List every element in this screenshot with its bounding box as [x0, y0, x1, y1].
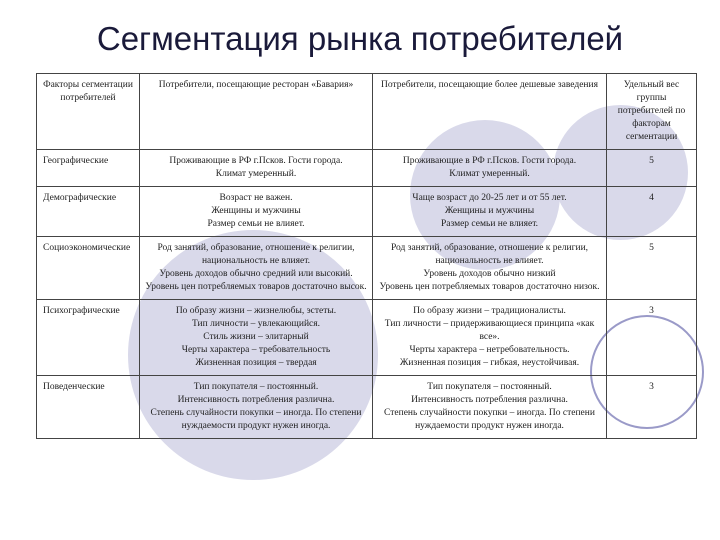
cell-line: Тип покупателя – постоянный.: [193, 382, 319, 392]
factor-cell: Социоэкономические: [37, 237, 140, 300]
cell-line: Стиль жизни – элитарный: [203, 332, 309, 342]
cell-line: Женщины и мужчины: [211, 206, 301, 216]
bavaria-cell: [140, 187, 373, 237]
cell-line: Род занятий, образование, отношение к религии, национальность не влияет.: [157, 243, 355, 266]
bavaria-cell: [140, 376, 373, 439]
table-row: [37, 376, 697, 439]
cell-line: Возраст не важен.: [219, 193, 293, 203]
cell-line: Проживающие в РФ г.Псков. Гости города.: [402, 156, 577, 166]
table-row: [37, 237, 697, 300]
table-row: [37, 300, 697, 376]
cell-line: Уровень доходов обычно низкий: [423, 269, 556, 279]
bavaria-cell: [140, 150, 373, 187]
cell-line: Проживающие в РФ г.Псков. Гости города.: [169, 156, 343, 166]
cell-line: По образу жизни – традиционалисты.: [413, 306, 566, 316]
cell-line: По образу жизни – жизнелюбы, эстеты.: [175, 306, 337, 316]
cell-line: Степень случайности покупки – иногда. По степени нуждаемости продукт нужен иногда.: [150, 408, 362, 431]
header-bavaria: Потребители, посещающие ресторан «Бавария»: [140, 74, 373, 150]
cell-line: Уровень цен потребляемых товаров достаточно высок.: [145, 282, 367, 292]
segmentation-table: [36, 73, 697, 439]
cheaper-cell: [373, 376, 607, 439]
weight-cell: 5: [607, 237, 697, 300]
weight-cell: 4: [607, 187, 697, 237]
cell-line: Степень случайности покупки – иногда. По степени нуждаемости продукт нужен иногда.: [384, 408, 595, 431]
page-title: Сегментация рынка потребителей: [96, 20, 624, 57]
weight-cell: 3: [607, 376, 697, 439]
weight-cell: 5: [607, 150, 697, 187]
cell-line: Черты характера – требовательность: [181, 345, 331, 355]
cell-line: Тип личности – придерживающиеся принципа «как все».: [384, 319, 595, 342]
cell-line: Жизненная позиция – твердая: [195, 358, 317, 368]
factor-cell: Психографические: [37, 300, 140, 376]
cell-line: Уровень цен потребляемых товаров достаточно низок.: [379, 282, 600, 292]
factor-cell: Поведенческие: [37, 376, 140, 439]
cell-line: Чаще возраст до 20-25 лет и от 55 лет.: [412, 193, 567, 203]
factor-cell: Географические: [37, 150, 140, 187]
cell-line: Размер семьи не влияет.: [207, 219, 305, 229]
cell-line: Климат умеренный.: [449, 169, 530, 179]
header-factors: Факторы сегментации потребителей: [37, 74, 140, 150]
cheaper-cell: [373, 300, 607, 376]
bavaria-cell: [140, 237, 373, 300]
cell-line: Тип покупателя – постоянный.: [427, 382, 552, 392]
factor-cell: Демографические: [37, 187, 140, 237]
cell-line: Интенсивность потребления различна.: [177, 395, 335, 405]
header-cheaper: Потребители, посещающие более дешевые заведения: [373, 74, 607, 150]
table-row: [37, 187, 697, 237]
cell-line: Размер семьи не влияет.: [440, 219, 539, 229]
cell-line: Климат умеренный.: [215, 169, 297, 179]
weight-cell: 3: [607, 300, 697, 376]
cheaper-cell: [373, 237, 607, 300]
bavaria-cell: [140, 300, 373, 376]
header-weight: Удельный вес группы потребителей по факторам сегментации: [607, 74, 697, 150]
cell-line: Уровень доходов обычно средний или высокий.: [159, 269, 353, 279]
cheaper-cell: [373, 187, 607, 237]
table-row: [37, 150, 697, 187]
cell-line: Тип личности – увлекающийся.: [191, 319, 321, 329]
cell-line: Женщины и мужчины: [444, 206, 535, 216]
cell-line: Интенсивность потребления различна.: [411, 395, 568, 405]
cell-line: Жизненная позиция – гибкая, неустойчивая.: [399, 358, 580, 368]
cell-line: Род занятий, образование, отношение к религии, национальность не влияет.: [390, 243, 589, 266]
table-header-row: [37, 74, 697, 150]
cell-line: Черты характера – нетребовательность.: [409, 345, 570, 355]
cheaper-cell: [373, 150, 607, 187]
